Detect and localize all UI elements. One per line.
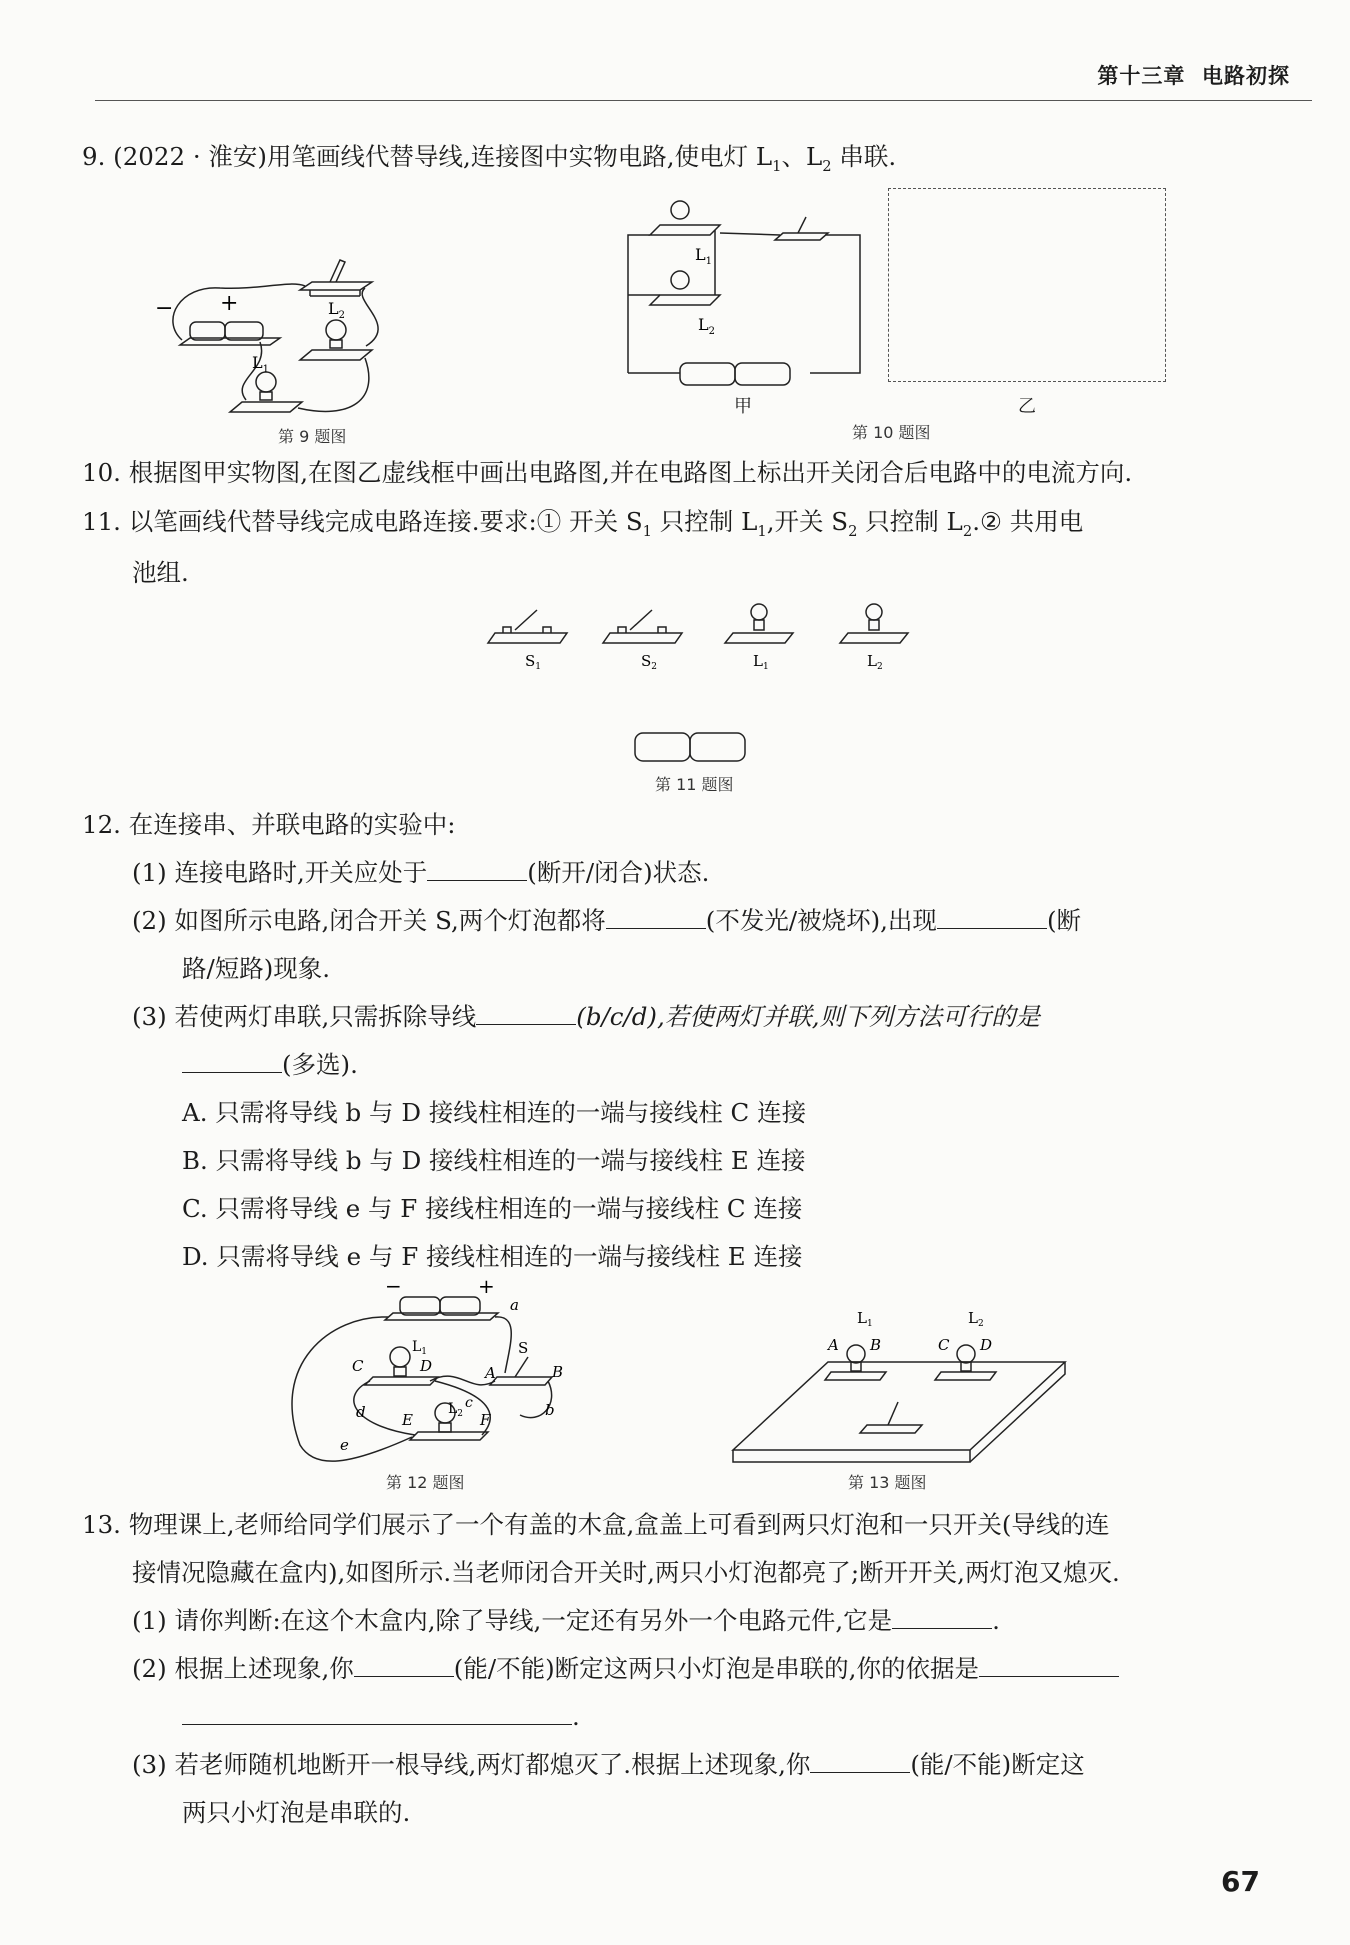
svg-text:A: A xyxy=(828,1336,839,1354)
svg-text:L1: $L_1$ xyxy=(252,353,269,375)
q12-blank-2[interactable] xyxy=(606,904,706,929)
svg-text:F: F xyxy=(480,1411,491,1429)
svg-text:e: e xyxy=(340,1436,349,1454)
q13-blank-3[interactable] xyxy=(979,1652,1119,1677)
svg-text:B: B xyxy=(870,1336,882,1354)
q13-part3: (3) 若老师随机地断开一根导线,两灯都熄灭了.根据上述现象,你 (能/不能)断定这 xyxy=(132,1750,1085,1779)
svg-text:S1: $S_1$ xyxy=(525,652,542,672)
q11-line2: 池组. xyxy=(132,558,189,587)
q13-blank-1[interactable] xyxy=(892,1604,992,1629)
figure-11 xyxy=(485,598,915,798)
figure-10-yi-box xyxy=(888,188,1166,382)
svg-text:A: A xyxy=(485,1364,496,1382)
q13-blank-5[interactable] xyxy=(810,1748,910,1773)
svg-text:B: B xyxy=(552,1363,564,1381)
figure-13 xyxy=(730,1300,1070,1470)
svg-text:D: D xyxy=(420,1357,433,1375)
q12-part2-line2: 路/短路)现象. xyxy=(182,954,331,983)
chapter-number: 第十三章 xyxy=(1097,64,1186,88)
svg-text:b: b xyxy=(545,1401,555,1419)
q11-line1: 11. 以笔画线代替导线完成电路连接.要求:① 开关 $S_1$ 只控制 $L_1$,开关 $S_2$ 只控制 $L_2.②$ 共用电 xyxy=(82,507,1084,540)
svg-text:L2: $L_2$ xyxy=(968,1309,984,1329)
figure-10-jia xyxy=(620,195,870,395)
svg-text:+: + xyxy=(478,1274,495,1298)
svg-text:L1: $L_1$ xyxy=(753,652,769,672)
svg-text:S: S xyxy=(518,1339,529,1357)
svg-text:D: D xyxy=(980,1336,993,1354)
chapter-header xyxy=(1097,60,1290,90)
q10-caption: 第 10 题图 xyxy=(852,423,931,442)
svg-text:a: a xyxy=(510,1296,519,1314)
q13-part1: (1) 请你判断:在这个木盒内,除了导线,一定还有另外一个电路元件,它是 . xyxy=(132,1606,1000,1635)
svg-text:L2: $L_2$ xyxy=(448,1401,464,1419)
q12-option-d: D. 只需将导线 e 与 F 接线柱相连的一端与接线柱 E 连接 xyxy=(182,1242,803,1271)
svg-text:+: + xyxy=(220,291,239,316)
q12-blank-5[interactable] xyxy=(182,1048,282,1073)
svg-text:d: d xyxy=(356,1403,366,1421)
q13-blank-4[interactable] xyxy=(182,1700,572,1725)
svg-text:L1: $L_1$ xyxy=(695,245,712,267)
svg-text:L1: $L_1$ xyxy=(412,1339,428,1357)
q11-caption: 第 11 题图 xyxy=(655,775,734,794)
q12-option-c: C. 只需将导线 e 与 F 接线柱相连的一端与接线柱 C 连接 xyxy=(182,1194,803,1223)
svg-text:L1: $L_1$ xyxy=(857,1309,873,1329)
q10-label-yi: 乙 xyxy=(1018,396,1036,417)
q9-text: 9. (2022 · 淮安)用笔画线代替导线,连接图中实物电路,使电灯 $L_1$、$L_2$ 串联. xyxy=(82,142,897,175)
q12-part1: (1) 连接电路时,开关应处于 (断开/闭合)状态. xyxy=(132,858,710,887)
q12-part2: (2) 如图所示电路,闭合开关 S,两个灯泡都将 (不发光/被烧坏),出现 (断 xyxy=(132,906,1081,935)
q9-caption: 第 9 题图 xyxy=(278,427,347,446)
page-number: 67 xyxy=(1221,1865,1260,1898)
svg-text:C: C xyxy=(352,1357,364,1375)
q12-blank-1[interactable] xyxy=(427,856,527,881)
chapter-title: 电路初探 xyxy=(1202,64,1290,88)
q13-caption: 第 13 题图 xyxy=(848,1473,927,1492)
svg-text:L2: $L_2$ xyxy=(328,299,345,321)
q13-part2: (2) 根据上述现象,你 (能/不能)断定这两只小灯泡是串联的,你的依据是 xyxy=(132,1652,1119,1686)
q12-option-a: A. 只需将导线 b 与 D 接线柱相连的一端与接线柱 C 连接 xyxy=(182,1098,807,1127)
q12-part3-line2: (多选). xyxy=(182,1048,358,1082)
q10-text: 10. 根据图甲实物图,在图乙虚线框中画出电路图,并在电路图上标出开关闭合后电路中的电流方向. xyxy=(82,458,1133,487)
q12-title: 12. 在连接串、并联电路的实验中: xyxy=(82,810,456,839)
svg-text:−: − xyxy=(155,296,174,321)
q13-part2-line2: . xyxy=(182,1700,580,1734)
svg-text:L2: $L_2$ xyxy=(698,315,715,337)
q10-label-jia: 甲 xyxy=(734,396,752,417)
header-rule xyxy=(95,100,1312,101)
q13-line1: 13. 物理课上,老师给同学们展示了一个有盖的木盒,盒盖上可看到两只灯泡和一只开关(导线的连 xyxy=(82,1510,1110,1539)
figure-12 xyxy=(290,1274,590,1475)
svg-text:C: C xyxy=(938,1336,950,1354)
q12-blank-3[interactable] xyxy=(937,904,1047,929)
q12-caption: 第 12 题图 xyxy=(386,1473,465,1492)
q13-part3-line2: 两只小灯泡是串联的. xyxy=(182,1798,411,1827)
svg-text:S2: $S_2$ xyxy=(641,652,658,672)
figure-9 xyxy=(155,250,480,420)
svg-text:−: − xyxy=(385,1274,402,1298)
q12-blank-4[interactable] xyxy=(476,1000,576,1025)
q13-blank-2[interactable] xyxy=(354,1652,454,1677)
q12-option-b: B. 只需将导线 b 与 D 接线柱相连的一端与接线柱 E 连接 xyxy=(182,1146,806,1175)
svg-text:L2: $L_2$ xyxy=(867,652,883,672)
svg-text:E: E xyxy=(402,1411,413,1429)
svg-text:c: c xyxy=(465,1395,473,1411)
q13-line2: 接情况隐藏在盒内),如图所示.当老师闭合开关时,两只小灯泡都亮了;断开开关,两灯泡又熄灭. xyxy=(132,1558,1120,1587)
q12-part3: (3) 若使两灯串联,只需拆除导线 (b/c/d),若使两灯并联,则下列方法可行的是 xyxy=(132,1002,1041,1031)
